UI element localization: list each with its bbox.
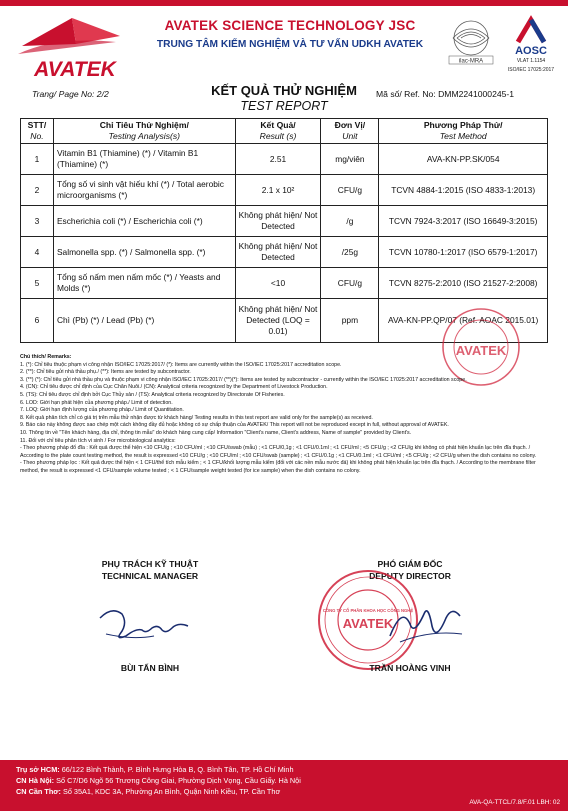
header-method [379,119,548,144]
footer-hcm-address: 66/122 Bình Thành, P. Bình Hưng Hòa B, Q. Bình Tân, TP. Hồ Chí Minh [61,765,294,774]
small-stamp-text: AVATEK [455,343,507,358]
avatek-logo [16,14,134,80]
header-no [21,119,54,144]
cell-no: 4 [21,237,54,268]
technical-manager-name: BÙI TẤN BÌNH [120,663,180,673]
remark-line: 11. Đối với chỉ tiêu phân tích vi sinh / For microbiological analytics: [20,437,176,444]
header-method-en: Test Method [439,131,487,141]
table-row [21,175,548,206]
seal-ring-text: CÔNG TY CỔ PHẦN KHOA HỌC CÔNG NGHỆ [322,608,414,613]
table-row [21,237,548,268]
ilac-mra-mark [447,16,495,66]
aosc-label: AOSC [515,45,547,57]
table-row [21,206,548,237]
remark-line: 10. Thông tin về "Tên khách hàng, địa chỉ, thông tin mẫu" do khách hàng cung cấp/ Information "Client's name, Client's address, Name of sample" provided by Client's. [20,429,412,436]
technical-manager-signature [92,600,212,650]
deputy-director-name: TRẦN HOÀNG VINH [369,663,451,673]
remark-line: - Theo phương pháp lọc : Kết quả được thể hiện < 1 CFU/thể tích mẫu kiểm ; < 1 CFU/khối lượng mẫu kiểm (đối với các nền mẫu nước đá) khi không phát hiện khuẩn lạc trên đĩa thạch. / According to the membrane filter method, the result is expressed <1 CFU/sample volume tested ; < 1 CFU/sample weight tested (for ice sample) when the dish contains no colony. [20,460,536,474]
remarks [20,354,548,476]
company-name: AVATEK SCIENCE TECHNOLOGY JSC [164,18,416,33]
ilac-label: ilac-MRA [458,58,484,65]
cell-unit: /g [321,206,379,237]
table-row [21,144,548,175]
cell-no: 2 [21,175,54,206]
cell-analysis: Escherichia coli (*) / Escherichia coli (*) [53,206,235,237]
header-no-vi: STT/ [27,120,47,130]
form-code: AVA-QA-TTCL/7.8/F.01 LBH: 02 [469,799,560,806]
cell-method: TCVN 7924-3:2017 (ISO 16649-3:2015) [379,206,548,237]
cell-result: 2.1 x 10² [235,175,321,206]
aosc-code: VLAT 1.1154 [516,58,546,64]
cell-analysis: Tổng số nấm men nấm mốc (*) / Yeasts and Molds (*) [53,268,235,299]
cell-result: Không phát hiện/ Not Detected (LOQ = 0.01) [235,299,321,343]
header-result-vi: Kết Quả/ [260,120,296,130]
remark-line: 5. (TS): Chỉ tiêu được chỉ định bởi Cục Thủy sản / (TS): Analytical criteria recognized by Directorate Of Fisheries. [20,391,285,398]
deputy-director-title-vi: PHÓ GIÁM ĐỐC [377,559,443,569]
technical-manager-title-vi: PHỤ TRÁCH KỸ THUẬT [101,559,199,569]
technical-manager-title-en: TECHNICAL MANAGER [101,571,199,581]
deputy-director-signature [380,596,470,656]
cell-method: TCVN 4884-1:2015 (ISO 4833-1:2013) [379,175,548,206]
cell-method: TCVN 10780-1:2017 (ISO 6579-1:2017) [379,237,548,268]
header-result [235,119,321,144]
cell-unit: /25g [321,237,379,268]
aosc-mark [502,14,560,74]
table-row [21,268,548,299]
header-no-en: No. [30,131,44,141]
header-unit [321,119,379,144]
aosc-standard: ISO/IEC 17025:2017 [507,67,555,73]
cell-unit: CFU/g [321,175,379,206]
remarks-heading: Chú thích/ Remarks: [20,354,72,360]
footer-hanoi [16,775,568,786]
footer-cantho [16,786,568,797]
remark-line: 2. (**): Chỉ tiêu gửi nhà thầu phụ./ (**): Items are tested by subcontractor. [20,369,191,376]
cell-no: 3 [21,206,54,237]
footer-hcm [16,764,568,775]
header-analysis-vi: Chỉ Tiêu Thử Nghiệm/ [99,120,189,130]
header-result-en: Result (s) [259,131,297,141]
table-header-row [21,119,548,144]
cell-method: AVA-KN-PP.SK/054 [379,144,548,175]
footer-hanoi-label: CN Hà Nội: [16,776,55,785]
remark-line: 8. Kết quả phân tích chỉ có giá trị trên mẫu thử nhận được từ khách hàng/ Testing results in this test report are valid only for the sample(s) as received. [20,414,373,421]
header-method-vi: Phương Pháp Thử/ [423,120,503,130]
technical-manager-block [80,558,220,582]
seal-center-text: AVATEK [342,616,394,631]
logo-text: AVATEK [34,58,116,80]
remark-line: 7. LOQ: Giới hạn định lượng của phương pháp./ Limit of Quantitation. [20,407,184,414]
footer-cantho-address: Số 35A1, KDC 3A, Phường An Bình, Quận Ninh Kiều, TP. Cần Thơ [62,787,281,796]
cell-unit: ppm [321,299,379,343]
deputy-director-title-en: DEPUTY DIRECTOR [369,571,451,581]
cell-analysis: Tổng số vi sinh vật hiếu khí (*) / Total aerobic microorganisms (*) [53,175,235,206]
report-subtitle: TEST REPORT [240,99,328,113]
cell-method: TCVN 8275-2:2010 (ISO 21527-2:2008) [379,268,548,299]
cell-no: 6 [21,299,54,343]
remark-line: 3. (**) (*): Chỉ tiêu gửi nhà thầu phụ và thuộc phạm vi công nhận ISO/IEC 17025:2017/ (**)(*): Items are tested by subcontractor - currently within the ISO/IEC 17025:2017 accreditation scope. [20,376,467,383]
header-analysis-en: Testing Analysis(s) [108,131,181,141]
letterhead [0,6,568,80]
cell-result: <10 [235,268,321,299]
cell-result: Không phát hiện/ Not Detected [235,206,321,237]
cell-no: 5 [21,268,54,299]
header-unit-en: Unit [342,131,358,141]
cell-unit: mg/viên [321,144,379,175]
cell-unit: CFU/g [321,268,379,299]
header-analysis [53,119,235,144]
cell-method: AVA-KN-PP.QP/07 (Ref. AOAC 2015.01) [379,299,548,343]
footer-addresses [0,760,568,811]
cell-no: 1 [21,144,54,175]
cell-result: Không phát hiện/ Not Detected [235,237,321,268]
report-title: KẾT QUẢ THỬ NGHIỆM [211,83,357,98]
footer-cantho-label: CN Cần Thơ: [16,787,61,796]
footer-hanoi-address: Số C7/D6 Ngõ 56 Trương Công Giai, Phường Dịch Vọng, Cầu Giấy. Hà Nội [56,776,301,785]
company-subtitle: TRUNG TÂM KIỂM NGHIỆM VÀ TƯ VẤN UDKH AVATEK [156,39,424,50]
footer-hcm-label: Trụ sở HCM: [16,765,60,774]
page-number: Trang/ Page No: 2/2 [32,89,109,99]
reference-number: Mã số/ Ref. No: DMM2241000245-1 [376,89,515,99]
cell-result: 2.51 [235,144,321,175]
cell-analysis: Salmonella spp. (*) / Salmonella spp. (*) [53,237,235,268]
remark-line: - Theo phương pháp đổ đĩa : Kết quả được thể hiện <10 CFU/g ; <10 CFU/ml ; <10 CFU/swab (mẫu) ; <1 CFU/0,1g ; <1 CFU/0.1ml ; <1 CFU/ml ; <5 CFU/g ; <2 CFU/g khi không có phát hiện khuẩn lạc trên đĩa thạch. / According to the plate count testing method, the result is expressed <10 CFU/g ; <10 CFU/ml ; <10 CFU/swab (sample) ; <1 CFU/0.1g ; <1 CFU/0.1ml ; <1 CFU/ml ; <5 CFU/g ; <2 CFU/g when the dish contains no colony. [20,445,537,459]
remark-line: 1. (*): Chỉ tiêu thuộc phạm vi công nhận ISO/IEC 17025:2017/ (*): Items are currently within the ISO/IEC 17025:2017 accreditation scope. [20,361,342,368]
remark-line: 6. LOD: Giới hạn phát hiện của phương pháp./ Limit of detection. [20,399,173,406]
header-unit-vi: Đơn Vị/ [334,120,366,130]
cell-analysis: Chì (Pb) (*) / Lead (Pb) (*) [53,299,235,343]
remark-line: 9. Báo cáo này không được sao chép một cách không đầy đủ hoặc không có sự chấp thuận của AVATEK/ This report will not be reproduced except in full, without approval of AVATEK. [20,422,449,429]
cell-analysis: Vitamin B1 (Thiamine) (*) / Vitamin B1 (Thiamine) (*) [53,144,235,175]
remark-line: 4. (CN): Chỉ tiêu được chỉ định của Cục Chăn Nuôi./ (CN): Analytical criteria recognized by the Department of Livestock Production. [20,384,328,391]
